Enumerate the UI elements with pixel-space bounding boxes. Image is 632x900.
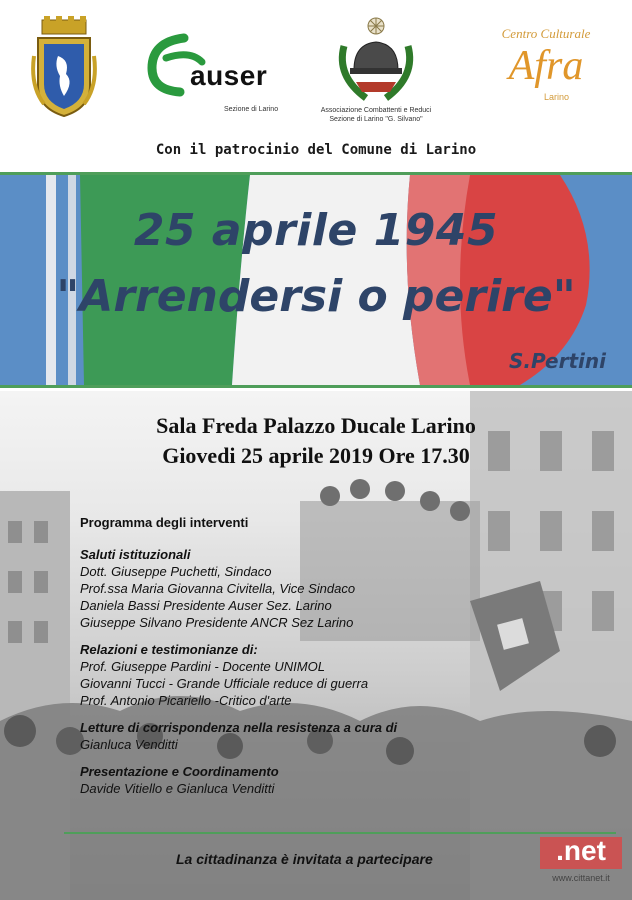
watermark-site: www.cittanet.it — [552, 873, 610, 883]
program-item: Giuseppe Silvano Presidente ANCR Sez Larino — [80, 615, 354, 630]
program-section — [80, 719, 500, 753]
program-section — [80, 763, 500, 797]
divider — [64, 832, 616, 834]
auser-name: auser — [190, 60, 268, 91]
ancr-caption-line1: Associazione Combattenti e Reduci — [320, 107, 432, 114]
flag-banner — [0, 172, 632, 388]
section-title: Presentazione e Coordinamento — [80, 764, 279, 779]
photo-area — [0, 391, 632, 900]
section-title: Relazioni e testimonianze di: — [80, 642, 258, 657]
program-item: Prof. Antonio Picariello -Critico d'arte — [80, 693, 292, 708]
ancr-emblem-icon — [306, 16, 446, 104]
ancr-caption — [306, 106, 446, 124]
watermark[interactable] — [534, 837, 626, 889]
program-item: Davide Vitiello e Gianluca Venditti — [80, 781, 275, 796]
larino-coat-of-arms — [30, 16, 98, 120]
ancr-caption-line2: Sezione di Larino "G. Silvano" — [329, 116, 423, 123]
watermark-badge-text: .net — [556, 835, 606, 866]
program-list — [80, 515, 500, 807]
section-title: Saluti istituzionali — [80, 547, 191, 562]
afra-top-text: Centro Culturale — [501, 26, 591, 41]
ancr-logo — [306, 16, 446, 132]
afra-sub-text: Larino — [544, 92, 570, 102]
program-item: Prof. Giuseppe Pardini - Docente UNIMOL — [80, 659, 325, 674]
program-item: Prof.ssa Maria Giovanna Civitella, Vice Sindaco — [80, 581, 356, 596]
invitation-line: La cittadinanza è invitata a partecipare — [176, 851, 433, 867]
event-datetime: Giovedi 25 aprile 2019 Ore 17.30 — [162, 443, 470, 468]
banner-quote: "Arrendersi o perire" — [56, 271, 576, 322]
auser-logo — [146, 32, 306, 122]
event-venue: Sala Freda Palazzo Ducale Larino — [156, 413, 476, 438]
afra-name: Afra — [508, 43, 584, 89]
program-title: Programma degli interventi — [80, 515, 249, 530]
program-item: Gianluca Venditti — [80, 737, 178, 752]
coat-of-arms-icon — [30, 16, 98, 120]
section-title: Letture di corrispondenza nella resistenza a cura di — [80, 720, 398, 735]
program-section — [80, 641, 500, 709]
banner-date: 25 aprile 1945 — [133, 205, 499, 256]
program-item: Giovanni Tucci - Grande Ufficiale reduce di guerra — [80, 676, 369, 691]
program-section — [80, 546, 500, 631]
program-item: Dott. Giuseppe Puchetti, Sindaco — [80, 564, 272, 579]
patronage-line: Con il patrocinio del Comune di Larino — [155, 142, 477, 158]
afra-logo — [486, 26, 606, 110]
auser-subtitle: Sezione di Larino — [224, 106, 279, 113]
banner-author: S.Pertini — [508, 349, 606, 373]
program-item: Daniela Bassi Presidente Auser Sez. Larino — [80, 598, 332, 613]
header — [0, 0, 632, 172]
